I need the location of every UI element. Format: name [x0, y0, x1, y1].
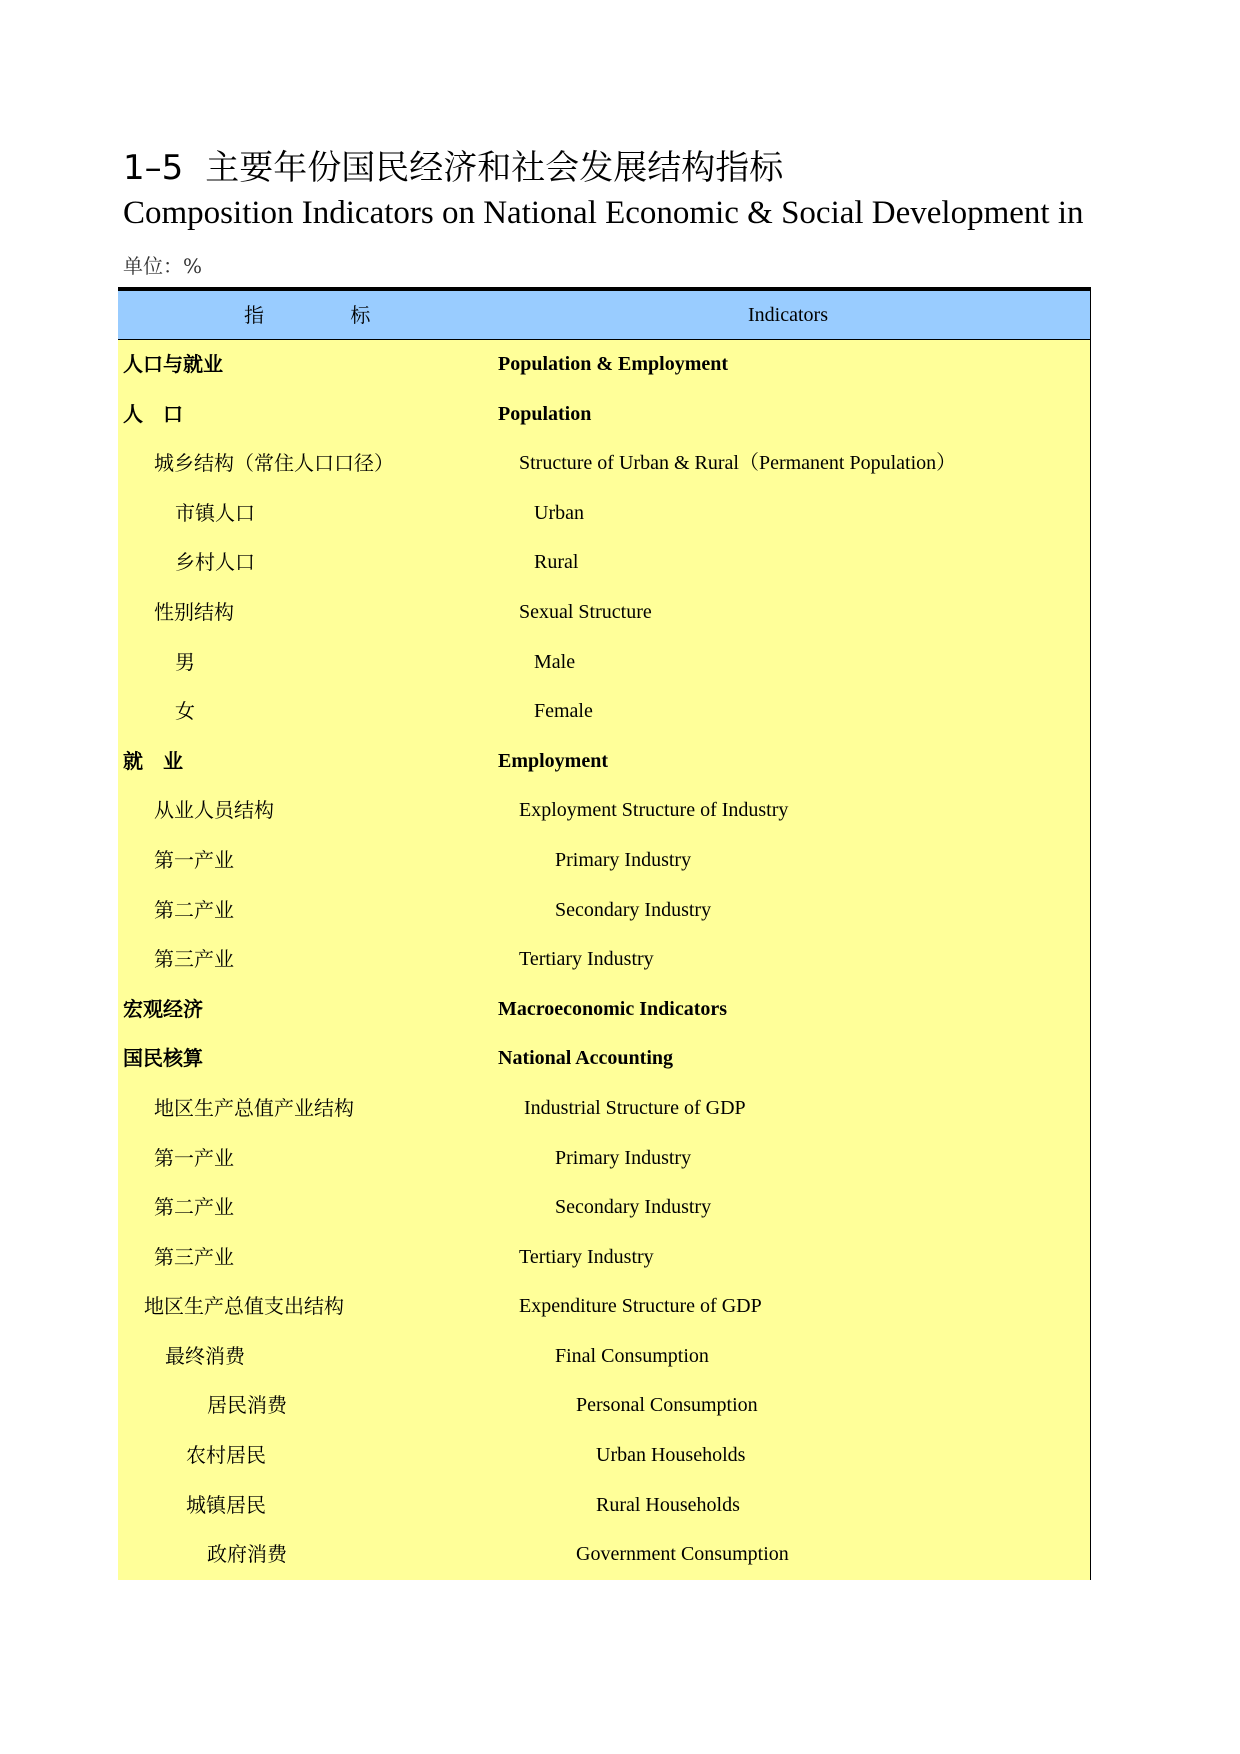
- row-en: Structure of Urban & Rural（Permanent Population）: [519, 452, 957, 475]
- header-en: Indicators: [748, 304, 828, 326]
- table-row: [118, 1530, 1090, 1580]
- row-cn: 政府消费: [207, 1542, 287, 1567]
- table-row: [118, 1134, 1090, 1184]
- table-row: [118, 786, 1090, 836]
- row-en: Rural Households: [596, 1493, 740, 1516]
- row-en: Macroeconomic Indicators: [498, 997, 728, 1020]
- row-en: Population & Employment: [498, 353, 729, 375]
- row-en: Government Consumption: [576, 1543, 789, 1566]
- row-en: Secondary Industry: [555, 898, 712, 921]
- row-cn: 国民核算: [123, 1046, 203, 1071]
- row-en: Final Consumption: [555, 1344, 709, 1367]
- row-cn: 城镇居民: [186, 1492, 266, 1517]
- table-row: [118, 1332, 1090, 1382]
- row-cn: 城乡结构（常住人口口径）: [154, 451, 394, 476]
- table-row: [118, 1034, 1090, 1084]
- table-row: [118, 737, 1090, 787]
- table-row: [118, 1431, 1090, 1481]
- table-row: [118, 588, 1090, 638]
- page-title-en: Composition Indicators on National Economic & Social Development in: [123, 195, 1084, 231]
- row-en: National Accounting: [498, 1047, 674, 1070]
- row-cn: 性别结构: [154, 599, 234, 624]
- row-cn: 乡村人口: [175, 550, 255, 575]
- row-en: Primary Industry: [555, 1146, 692, 1169]
- row-cn: 最终消费: [165, 1343, 245, 1368]
- table-row: [118, 1183, 1090, 1233]
- row-cn: 第二产业: [154, 897, 234, 922]
- table-row: [118, 1233, 1090, 1283]
- row-cn: 市镇人口: [175, 500, 255, 525]
- row-cn: 农村居民: [186, 1443, 266, 1468]
- table-row: [118, 935, 1090, 985]
- row-cn: 人 口: [123, 401, 183, 426]
- row-en: Urban: [534, 501, 584, 524]
- row-cn: 从业人员结构: [154, 798, 274, 823]
- row-en: Employment: [498, 749, 608, 772]
- table-row: [118, 390, 1090, 440]
- row-cn: 第三产业: [154, 1244, 234, 1269]
- row-cn: 第二产业: [154, 1195, 234, 1220]
- table-row: [118, 1084, 1090, 1134]
- row-cn: 宏观经济: [123, 996, 203, 1021]
- row-cn: 第三产业: [154, 947, 234, 972]
- row-en: Personal Consumption: [576, 1394, 758, 1417]
- row-cn: 男: [175, 649, 195, 674]
- row-cn: 第一产业: [154, 1145, 234, 1170]
- table-row: [118, 638, 1090, 688]
- row-en: Primary Industry: [555, 848, 692, 871]
- title-cn-text: 主要年份国民经济和社会发展结构指标: [205, 148, 784, 188]
- table-row: [118, 886, 1090, 936]
- table-row: [118, 985, 1090, 1035]
- row-en: Industrial Structure of GDP: [524, 1096, 746, 1119]
- table-row: [118, 1282, 1090, 1332]
- table-row: [118, 836, 1090, 886]
- table-row: [118, 489, 1090, 539]
- table-header: [118, 291, 1091, 340]
- row-en: Population: [498, 402, 592, 425]
- row-cn: 女: [175, 699, 195, 724]
- row-cn: 地区生产总值支出结构: [144, 1294, 344, 1319]
- table-number: 1–5: [123, 148, 184, 188]
- row-cn: 居民消费: [207, 1393, 287, 1418]
- row-cn: 第一产业: [154, 847, 234, 872]
- table-row: [118, 1481, 1090, 1531]
- row-en: Expenditure Structure of GDP: [519, 1295, 762, 1318]
- row-en: Exployment Structure of Industry: [519, 799, 789, 822]
- row-en: Male: [534, 650, 576, 673]
- row-en: Urban Households: [596, 1444, 746, 1467]
- page-title-cn: [123, 140, 783, 189]
- unit-label: 单位：%: [123, 254, 203, 278]
- row-en: Tertiary Industry: [519, 948, 654, 971]
- row-en: Tertiary Industry: [519, 1245, 654, 1268]
- row-cn: 地区生产总值产业结构: [154, 1095, 354, 1120]
- table-row: [118, 1381, 1090, 1431]
- table-row: [118, 687, 1090, 737]
- header-cn: 指 标: [244, 303, 371, 327]
- row-en: Rural: [534, 551, 579, 574]
- row-en: Female: [534, 700, 593, 723]
- table-row: [118, 538, 1090, 588]
- row-cn: 人口与就业: [123, 352, 223, 376]
- table-row: [118, 439, 1090, 489]
- row-cn: 就 业: [123, 748, 183, 773]
- row-en: Sexual Structure: [519, 600, 652, 623]
- table-row: [118, 340, 1090, 390]
- table-body: [118, 340, 1091, 1580]
- row-en: Secondary Industry: [555, 1196, 712, 1219]
